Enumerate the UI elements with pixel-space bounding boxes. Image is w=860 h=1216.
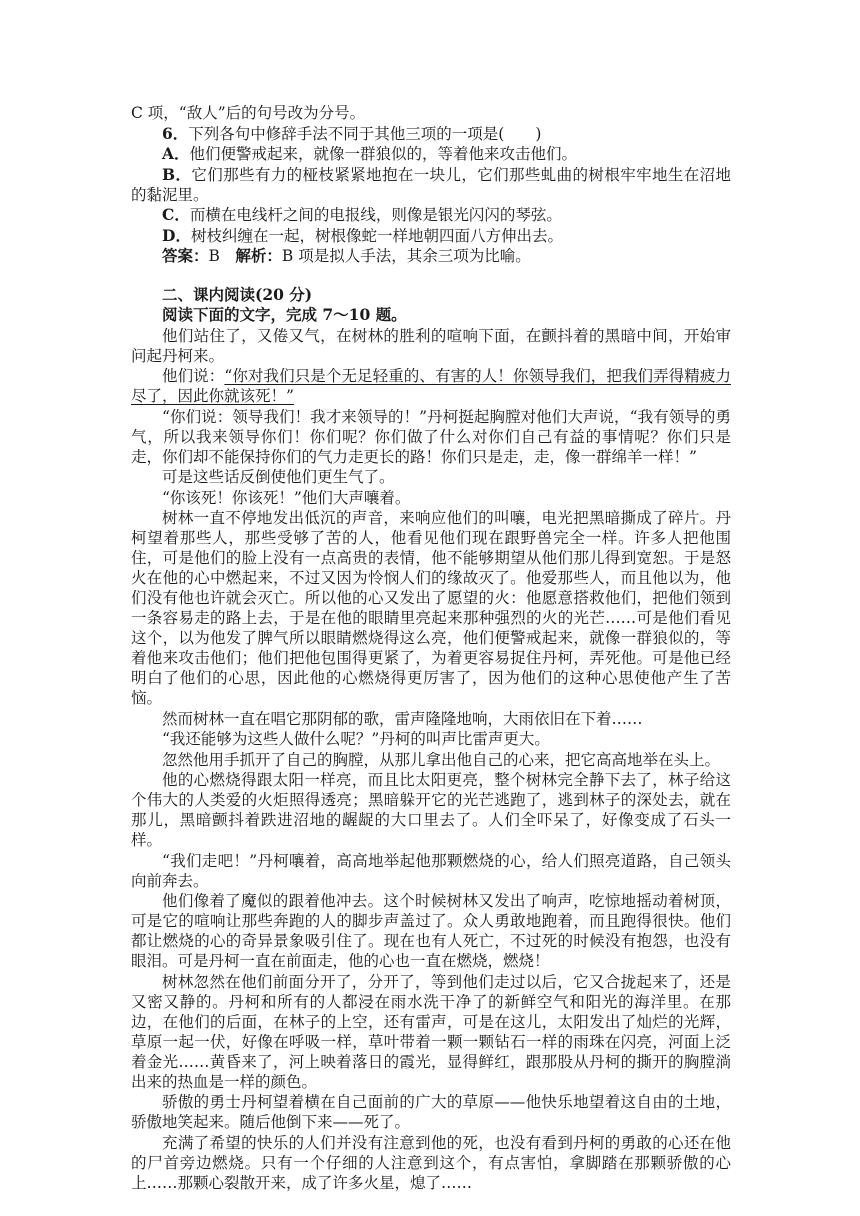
passage-paragraph: 他们站住了，又倦又气，在树林的胜利的喧响下面，在颤抖着的黑暗中间，开始审问起丹柯来。: [131, 326, 731, 365]
passage-paragraph: 充满了希望的快乐的人们并没有注意到他的死，也没有看到丹柯的勇敢的心还在他的尸首旁边燃烧。只有一个仔细的人注意到这个，有点害怕，拿脚踏在那颗骄傲的心上……那颗心裂散开来，成了许多火星，熄了……: [131, 1133, 731, 1192]
passage-paragraph: 他的心燃烧得跟太阳一样亮，而且比太阳更亮，整个树林完全静下去了，林子给这个伟大的人类爱的火炬照得透亮；黑暗躲开它的光芒逃跑了，逃到林子的深处去，就在那儿，黑暗颤抖着跌进沼地的龌龊的大口里去了。人们全吓呆了，好像变成了石头一样。: [131, 771, 731, 849]
question-text: 下列各句中修辞手法不同于其他三项的一项是( ): [188, 124, 542, 143]
passage-paragraph: 可是这些话反倒使他们更生气了。: [162, 468, 395, 486]
passage-paragraph: “你该死！你该死！”他们大声嚷着。: [162, 488, 411, 507]
document-body: [131, 103, 731, 1193]
option-c: [131, 205, 731, 225]
reading-instruction: 阅读下面的文字，完成 7～10 题。: [162, 305, 407, 324]
answer-value: B: [208, 247, 236, 265]
option-text: 他们便警戒起来，就像一群狼似的，等着他来攻击他们。: [189, 145, 578, 163]
option-label: B．: [162, 164, 192, 184]
option-text: 而横在电线杆之间的电报线，则像是银光闪闪的琴弦。: [189, 206, 562, 224]
option-b: [131, 165, 731, 205]
passage-paragraph: 然而树林一直在唱它那阴郁的歌，雷声隆隆地响，大雨依旧在下着……: [162, 709, 643, 728]
option-a: [131, 144, 731, 164]
analysis-label: 解析：: [235, 246, 282, 265]
passage-paragraph: 树林一直不停地发出低沉的声音，来响应他们的叫嚷，电光把黑暗撕成了碎片。丹柯望着那些人，那些受够了苦的人，他看见他们现在跟野兽完全一样。许多人把他围住，可是他们的脸上没有一点高贵的表情，他不能够期望从他们那儿得到宽恕。于是怒火在他的心中燃起来，不过又因为怜悯人们的缘故灭了。他爱那些人，而且他以为，他们没有他也许就会灭亡。所以他的心又发出了愿望的火：他愿意搭救他们，把他们领到一条容易走的路上去，于是在他的眼睛里亮起来那种强烈的火的光芒……可是他们看见这个，以为他发了脾气所以眼睛燃烧得这么亮，他们便警戒起来，就像一群狼似的，等着他来攻击他们；他们把他包围得更紧了，为着更容易捉住丹柯，弄死他。可是他已经明白了他们的心思，因此他的心燃烧得更厉害了，因为他们的这种心思使他产生了苦恼。: [131, 509, 731, 707]
passage-paragraph: 他们像着了魔似的跟着他冲去。这个时候树林又发出了响声，吃惊地摇动着树顶，可是它的喧响让那些奔跑的人的脚步声盖过了。众人勇敢地跑着，而且跑得很快。他们都让燃烧的心的奇异景象吸引住了。现在也有人死亡，不过死的时候没有抱怨，也没有眼泪。可是丹柯一直在前面走，他的心也一直在燃烧，燃烧！: [131, 892, 731, 970]
answer-label: 答案：: [162, 246, 209, 265]
option-label: C．: [162, 205, 190, 224]
question-6-stem: [131, 124, 731, 144]
underlined-sentence: “你对我们只是个无足轻重的、有害的人！你领导我们，把我们弄得精疲力尽了，因此你就该死！”: [131, 367, 731, 405]
option-label: A．: [162, 144, 190, 163]
option-label: D．: [162, 225, 191, 245]
option-text: 它们那些有力的桠枝紧紧地抱在一块儿，它们那些虬曲的树根牢牢地生在沼地的黏泥里。: [131, 165, 731, 204]
option-d: [131, 226, 731, 246]
passage-paragraph: “我还能够为这些人做什么呢？”丹柯的叫声比雷声更大。: [162, 730, 550, 748]
passage-paragraph: 骄傲的勇士丹柯望着横在自己面前的广大的草原——他快乐地望着这自由的土地，骄傲地笑起来。随后他倒下来——死了。: [131, 1093, 731, 1131]
q5-explanation-tail: C 项，“敌人”后的句号改为分号。: [131, 104, 366, 122]
answer-line: [131, 246, 731, 266]
analysis-text: B 项是拟人手法，其余三项为比喻。: [281, 247, 531, 265]
passage-paragraph: “我们走吧！”丹柯嚷着，高高地举起他那颗燃烧的心，给人们照亮道路，自己领头向前奔去。: [131, 851, 731, 890]
section-heading: 二、课内阅读(20 分): [162, 284, 313, 304]
passage-paragraph: [131, 366, 731, 406]
passage-paragraph: 忽然他用手抓开了自己的胸膛，从那儿拿出他自己的心来，把它高高地举在头上。: [162, 750, 721, 769]
passage-paragraph: 树林忽然在他们前面分开了，分开了，等到他们走过以后，它又合拢起来了，还是又密又静的。丹柯和所有的人都浸在雨水洗干净了的新鲜空气和阳光的海洋里。在那边，在他们的后面，在林子的上空，还有雷声，可是在这儿，太阳发出了灿烂的光辉，草原一起一伏，好像在呼吸一样，草叶带着一颗一颗钻石一样的雨珠在闪亮，河面上泛着金光……黄昏来了，河上映着落日的霞光，显得鲜红，跟那股从丹柯的撕开的胸膛淌出来的热血是一样的颜色。: [131, 972, 731, 1091]
section-gap: [131, 267, 731, 285]
speaker-lead: 他们说：: [162, 367, 225, 385]
option-text: 树枝纠缠在一起，树根像蛇一样地朝四面八方伸出去。: [190, 226, 563, 245]
passage-paragraph: “你们说：领导我们！我才来领导的！”丹柯挺起胸膛对他们大声说，“我有领导的勇气，所以我来领导你们！你们呢？你们做了什么对你们自己有益的事情呢？你们只是走，你们却不能保持你们的气力走更长的路！你们只是走，走，像一群绵羊一样！”: [131, 407, 731, 466]
question-number: 6．: [162, 123, 189, 143]
